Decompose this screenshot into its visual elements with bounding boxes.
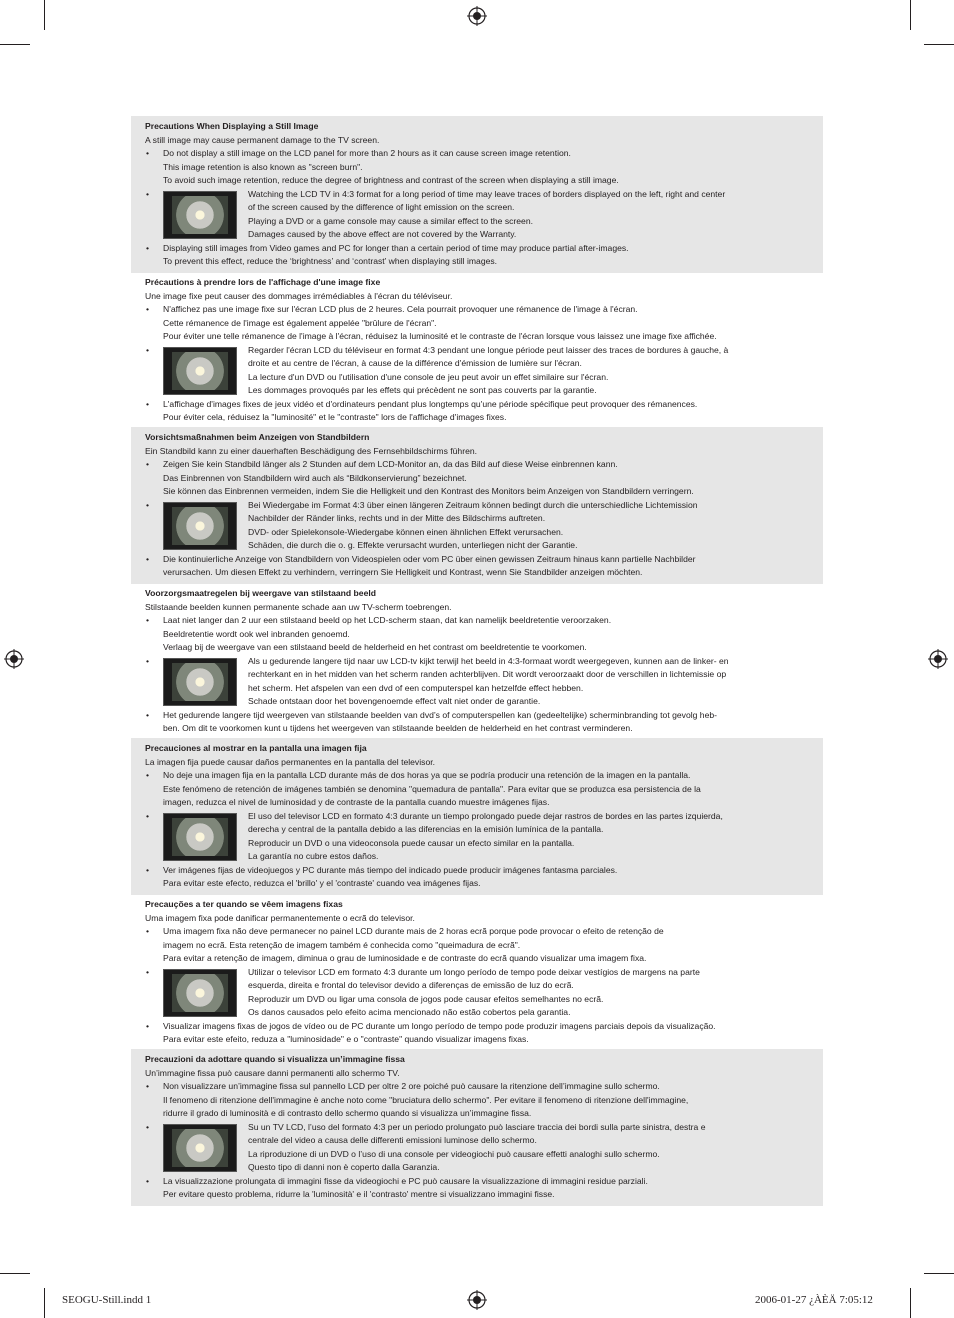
bullet-line: Watching the LCD TV in 4:3 format for a long period of time may leave traces of borders displayed on the left, right and center	[248, 188, 726, 199]
bullet-icon: •	[146, 188, 150, 199]
bullet-line: derecha y central de la pantalla debido a las diferencias en la emisión lumínica de la pantalla.	[248, 824, 604, 834]
bullet-line: ben. Om dit te voorkomen kunt u tijdens het weergeven van stilstaande beelden de helderheid en het contrast verminderen.	[163, 723, 633, 733]
bullet-item	[145, 1080, 813, 1121]
bullet-item	[145, 1020, 813, 1047]
bullet-line: This image retention is also known as "screen burn".	[163, 161, 363, 172]
tv-flower-image	[163, 1124, 237, 1172]
bullet-icon: •	[146, 966, 150, 977]
bullet-line: Per evitare questo problema, ridurre la 'luminosità' e il 'contrasto' mentre si visualizzano immagini fisse.	[163, 1189, 555, 1199]
bullet-line: To avoid such image retention, reduce the degree of brightness and contrast of the screen when displaying a still image.	[163, 175, 619, 185]
tv-screen	[172, 974, 228, 1012]
bullet-line: Bei Wiedergabe im Format 4:3 über einen längeren Zeitraum können bedingt durch die unterschiedliche Lichtemission	[248, 499, 698, 510]
bullet-line: N'affichez pas une image fixe sur l'écran LCD plus de 2 heures. Cela pourrait provoquer une rémanence de l'image à l'écran.	[163, 304, 638, 314]
bullet-line: Laat niet langer dan 2 uur een stilstaand beeld op het LCD-scherm staan, dat kan namelijk beeldretentie veroorzaken.	[163, 615, 612, 625]
bullet-icon: •	[146, 926, 150, 936]
bullet-line: verursachen. Um diesen Effekt zu verhindern, verringern Sie Helligkeit und Kontrast, wenn Sie Standbilder anzeigen möchten.	[163, 567, 643, 577]
bullet-line: Zeigen Sie kein Standbild länger als 2 Stunden auf dem LCD-Monitor an, da das Bild auf diese Weise einbrennen kann.	[163, 459, 618, 469]
tv-flower-image	[163, 813, 237, 861]
bullet-icon: •	[146, 148, 150, 158]
bullet-item-with-image	[145, 966, 813, 1020]
footer-timestamp: 2006-01-27 ¿ÀÈÄ 7:05:12	[755, 1294, 873, 1306]
tv-screen	[172, 1129, 228, 1167]
bullet-item-with-image	[145, 499, 813, 553]
tv-flower-image	[163, 191, 237, 239]
bullet-line: het scherm. Het afspelen van een dvd of een computerspel kan hetzelfde effect hebben.	[248, 682, 584, 693]
registration-mark-icon	[467, 6, 487, 26]
bullet-icon: •	[146, 499, 150, 510]
bullet-icon: •	[146, 242, 150, 253]
bullet-line: La lecture d'un DVD ou l'utilisation d'une console de jeu peut avoir un effet similaire sur l'écran.	[248, 371, 609, 382]
precaution-section	[131, 738, 823, 895]
bullet-item	[145, 147, 813, 188]
bullet-line: Damages caused by the above effect are not covered by the Warranty.	[248, 229, 517, 239]
bullet-item	[145, 925, 813, 966]
bullet-line: Pour éviter cela, réduisez la "luminosité" et le "contraste" lors de l'affichage d'images fixes.	[163, 412, 507, 422]
section-title: Precauciones al mostrar en la pantalla una imagen fija	[145, 743, 367, 753]
section-intro: A still image may cause permanent damage to the TV screen.	[145, 134, 380, 145]
precaution-section	[131, 427, 823, 584]
bullet-line: To prevent this effect, reduce the ‘brightness’ and ‘contrast’ when displaying still images.	[163, 256, 498, 266]
bullet-line: Beeldretentie wordt ook wel inbranden genoemd.	[163, 628, 350, 639]
section-title: Precauções a ter quando se vêem imagens fixas	[145, 899, 343, 909]
bullet-line: Playing a DVD or a game console may cause a similar effect to the screen.	[248, 215, 534, 226]
bullet-line: Als u gedurende langere tijd naar uw LCD-tv kijkt terwijl het beeld in 4:3-formaat wordt weergegeven, kunnen aan de linker- en	[248, 655, 729, 666]
bullet-line: La riproduzione di un DVD o l’uso di una console per videogiochi può causare effetti analoghi sullo schermo.	[248, 1148, 660, 1159]
precaution-section	[131, 272, 823, 429]
bullet-item	[145, 303, 813, 344]
crop-mark	[0, 1273, 30, 1274]
bullet-icon: •	[146, 864, 150, 875]
precaution-section	[131, 116, 823, 273]
bullet-item-with-image	[145, 188, 813, 242]
bullet-line: Verlaag bij de weergave van een stilstaand beeld de helderheid en het contrast om beeldretentie te voorkomen.	[163, 642, 587, 652]
bullet-icon: •	[146, 1175, 150, 1186]
bullet-line: Nachbilder der Ränder links, rechts und in der Mitte des Bildschirms auftreten.	[248, 513, 546, 523]
bullet-icon: •	[146, 398, 150, 409]
crop-mark	[924, 44, 954, 45]
bullet-line: esquerda, direita e frontal do televisor devido a diferenças de emissão de luz do ecrã.	[248, 980, 574, 990]
bullet-line: Uma imagem fixa não deve permanecer no painel LCD durante mais de 2 horas ecrã porque pode provocar o efeito de retenção de	[163, 926, 664, 936]
bullet-item	[145, 1175, 813, 1202]
bullet-line: Ver imágenes fijas de videojuegos y PC durante más tiempo del indicado puede producir imágenes fantasma parciales.	[163, 864, 618, 875]
bullet-icon: •	[146, 615, 150, 625]
crop-mark	[910, 0, 911, 30]
bullet-icon: •	[146, 655, 150, 666]
bullet-item	[145, 458, 813, 499]
bullet-line: Este fenómeno de retención de imágenes también se denomina "quemadura de pantalla". Para evitar que se produzca esa persistencia de la	[163, 783, 701, 794]
bullet-line: La garantía no cubre estos daños.	[248, 851, 379, 861]
bullet-line: Die kontinuierliche Anzeige von Standbildern von Videospielen oder vom PC über einen gewissen Zeitraum hinaus kann partielle Nachbilder	[163, 553, 696, 564]
bullet-line: centrale del video a causa delle differenti emissioni luminose dello schermo.	[248, 1135, 537, 1145]
bullet-icon: •	[146, 1121, 150, 1132]
bullet-item	[145, 709, 813, 736]
section-title: Vorsichtsmaßnahmen beim Anzeigen von Standbildern	[145, 432, 370, 442]
bullet-line: imagem no ecrã. Esta retenção de imagem também é conhecida como "queimadura de ecrã".	[163, 939, 521, 950]
registration-mark-icon	[467, 1290, 487, 1310]
bullet-line: Regarder l'écran LCD du téléviseur en format 4:3 pendant une longue période peut laisser des traces de bordures à gauche, à	[248, 344, 729, 355]
bullet-line: Reproducir un DVD o una videoconsola puede causar un efecto similar en la pantalla.	[248, 837, 575, 848]
precaution-section	[131, 583, 823, 740]
bullet-line: Schäden, die durch die o. g. Effekte verursacht wurden, unterliegen nicht der Garantie.	[248, 540, 578, 550]
tv-flower-image	[163, 502, 237, 550]
bullet-item	[145, 769, 813, 810]
tv-screen	[172, 507, 228, 545]
crop-mark	[924, 1273, 954, 1274]
bullet-line: Do not display a still image on the LCD panel for more than 2 hours as it can cause screen image retention.	[163, 148, 571, 158]
bullet-icon: •	[146, 810, 150, 821]
bullet-line: Su un TV LCD, l’uso del formato 4:3 per un periodo prolungato può lasciare traccia dei bordi sulla parte sinistra, destra e	[248, 1121, 706, 1132]
bullet-line: Non visualizzare un’immagine fissa sul pannello LCD per oltre 2 ore poiché può causare la ritenzione dell’immagine sullo schermo.	[163, 1081, 660, 1091]
bullet-item	[145, 614, 813, 655]
bullet-icon: •	[146, 344, 150, 355]
bullet-item-with-image	[145, 1121, 813, 1175]
bullet-line: droite et au centre de l'écran, à cause de la différence d'émission de lumière sur l'écran.	[248, 358, 582, 368]
bullet-line: Sie können das Einbrennen vermeiden, indem Sie die Helligkeit und den Kontrast des Monitors beim Anzeigen von Standbildern verringern.	[163, 486, 694, 496]
section-intro: La imagen fija puede causar daños permanentes en la pantalla del televisor.	[145, 756, 435, 767]
bullet-line: Het gedurende langere tijd weergeven van stilstaande beelden van dvd’s of computerspellen kan (gedeeltelijke) scherminbranding tot gevolg heb-	[163, 709, 718, 720]
tv-screen	[172, 352, 228, 390]
bullet-line: Cette rémanence de l'image est également appelée "brûlure de l'écran".	[163, 317, 437, 328]
bullet-line: L'affichage d'images fixes de jeux vidéo et d'ordinateurs pendant plus longtemps qu'une période spécifique peut provoquer des rémanences.	[163, 398, 698, 409]
section-title: Précautions à prendre lors de l'affichage d'une image fixe	[145, 277, 381, 287]
bullet-line: Para evitar a retenção de imagem, diminua o grau de luminosidade e de contraste do ecrã quando visualizar uma imagem fixa.	[163, 953, 647, 963]
bullet-line: of the screen caused by the difference of light emission on the screen.	[248, 202, 515, 212]
precaution-section	[131, 1049, 823, 1206]
bullet-line: Questo tipo di danni non è coperto dalla Garanzia.	[248, 1162, 440, 1172]
tv-flower-image	[163, 347, 237, 395]
precaution-section	[131, 894, 823, 1051]
section-title: Precauzioni da adottare quando si visualizza un’immagine fissa	[145, 1054, 405, 1064]
bullet-icon: •	[146, 459, 150, 469]
section-intro: Ein Standbild kann zu einer dauerhaften Beschädigung des Fernsehbildschirms führen.	[145, 445, 478, 456]
registration-mark-icon	[4, 649, 24, 669]
bullet-icon: •	[146, 709, 150, 720]
section-intro: Uma imagem fixa pode danificar permanentemente o ecrã do televisor.	[145, 912, 415, 923]
bullet-line: Das Einbrennen von Standbildern wird auch als “Bildkonservierung” bezeichnet.	[163, 472, 467, 483]
bullet-line: Il fenomeno di ritenzione dell'immagine è anche noto come "bruciatura dello schermo". Per evitare il fenomeno di ritenzione dell'immagine,	[163, 1094, 689, 1105]
tv-flower-image	[163, 969, 237, 1017]
bullet-line: El uso del televisor LCD en formato 4:3 durante un tiempo prolongado puede dejar rastros de bordes en las partes izquierda,	[248, 810, 723, 821]
bullet-line: DVD- oder Spielekonsole-Wiedergabe können einen ähnlichen Effekt verursachen.	[248, 526, 564, 537]
bullet-item	[145, 242, 813, 269]
crop-mark	[0, 44, 30, 45]
registration-mark-icon	[928, 649, 948, 669]
bullet-line: La visualizzazione prolungata di immagini fisse da videogiochi e PC può causare la visualizzazione di immagini residue parziali.	[163, 1175, 648, 1186]
section-intro: Une image fixe peut causer des dommages irrémédiables à l'écran du téléviseur.	[145, 290, 453, 301]
bullet-line: Visualizar imagens fixas de jogos de vídeo ou de PC durante um longo período de tempo pode produzir imagens parciais depois da visualização.	[163, 1020, 716, 1031]
section-intro: Stilstaande beelden kunnen permanente schade aan uw TV-scherm toebrengen.	[145, 601, 452, 612]
crop-mark	[44, 0, 45, 30]
tv-flower-image	[163, 658, 237, 706]
bullet-icon: •	[146, 553, 150, 564]
section-title: Voorzorgsmaatregelen bij weergave van stilstaand beeld	[145, 588, 376, 598]
bullet-item-with-image	[145, 344, 813, 398]
bullet-icon: •	[146, 1081, 150, 1091]
bullet-item	[145, 398, 813, 425]
bullet-line: Para evitar este efecto, reduzca el 'brillo' y el 'contraste' cuando vea imágenes fijas.	[163, 878, 481, 888]
bullet-icon: •	[146, 1020, 150, 1031]
bullet-line: imagen, reduzca el nivel de luminosidad y de contraste de la pantalla cuando muestre imágenes fijas.	[163, 797, 550, 807]
bullet-line: Schade ontstaan door het bovengenoemde effect valt niet onder de garantie.	[248, 696, 541, 706]
bullet-line: Utilizar o televisor LCD em formato 4:3 durante um longo período de tempo pode deixar vestígios de margens na parte	[248, 966, 700, 977]
crop-mark	[910, 1288, 911, 1318]
bullet-item-with-image	[145, 655, 813, 709]
footer-file-info: SEOGU-Still.indd 1	[62, 1294, 152, 1306]
section-title: Precautions When Displaying a Still Image	[145, 121, 319, 131]
bullet-line: Les dommages provoqués par les effets qui précèdent ne sont pas couverts par la garantie.	[248, 385, 597, 395]
tv-screen	[172, 663, 228, 701]
bullet-line: Para evitar este efeito, reduza a "luminosidade" e o "contraste" quando visualizar imagens fixas.	[163, 1034, 529, 1044]
tv-screen	[172, 196, 228, 234]
bullet-icon: •	[146, 304, 150, 314]
bullet-line: rechterkant en in het midden van het scherm randen achterblijven. Dit wordt veroorzaakt door de verschillen in lichtemissie op	[248, 669, 727, 679]
bullet-line: Displaying still images from Video games and PC for longer than a certain period of time may produce partial after-images.	[163, 242, 629, 253]
bullet-line: Os danos causados pelo efeito acima mencionado não estão cobertos pela garantia.	[248, 1007, 571, 1017]
bullet-line: Reproduzir um DVD ou ligar uma consola de jogos pode causar efeitos semelhantes no ecrã.	[248, 993, 604, 1004]
bullet-icon: •	[146, 770, 150, 780]
bullet-item-with-image	[145, 810, 813, 864]
bullet-item	[145, 553, 813, 580]
bullet-line: ridurre il grado di luminosità e di contrasto dello schermo quando si visualizza un’immagine fissa.	[163, 1108, 532, 1118]
bullet-line: No deje una imagen fija en la pantalla LCD durante más de dos horas ya que se podría producir una retención de la imagen en la pantalla.	[163, 770, 691, 780]
bullet-line: Pour éviter une telle rémanence de l'image à l'écran, réduisez la luminosité et le contraste de l'écran lorsque vous laissez une image fixe affichée.	[163, 331, 717, 341]
bullet-item	[145, 864, 813, 891]
tv-screen	[172, 818, 228, 856]
crop-mark	[44, 1288, 45, 1318]
section-intro: Un’immagine fissa può causare danni permanenti allo schermo TV.	[145, 1067, 400, 1078]
